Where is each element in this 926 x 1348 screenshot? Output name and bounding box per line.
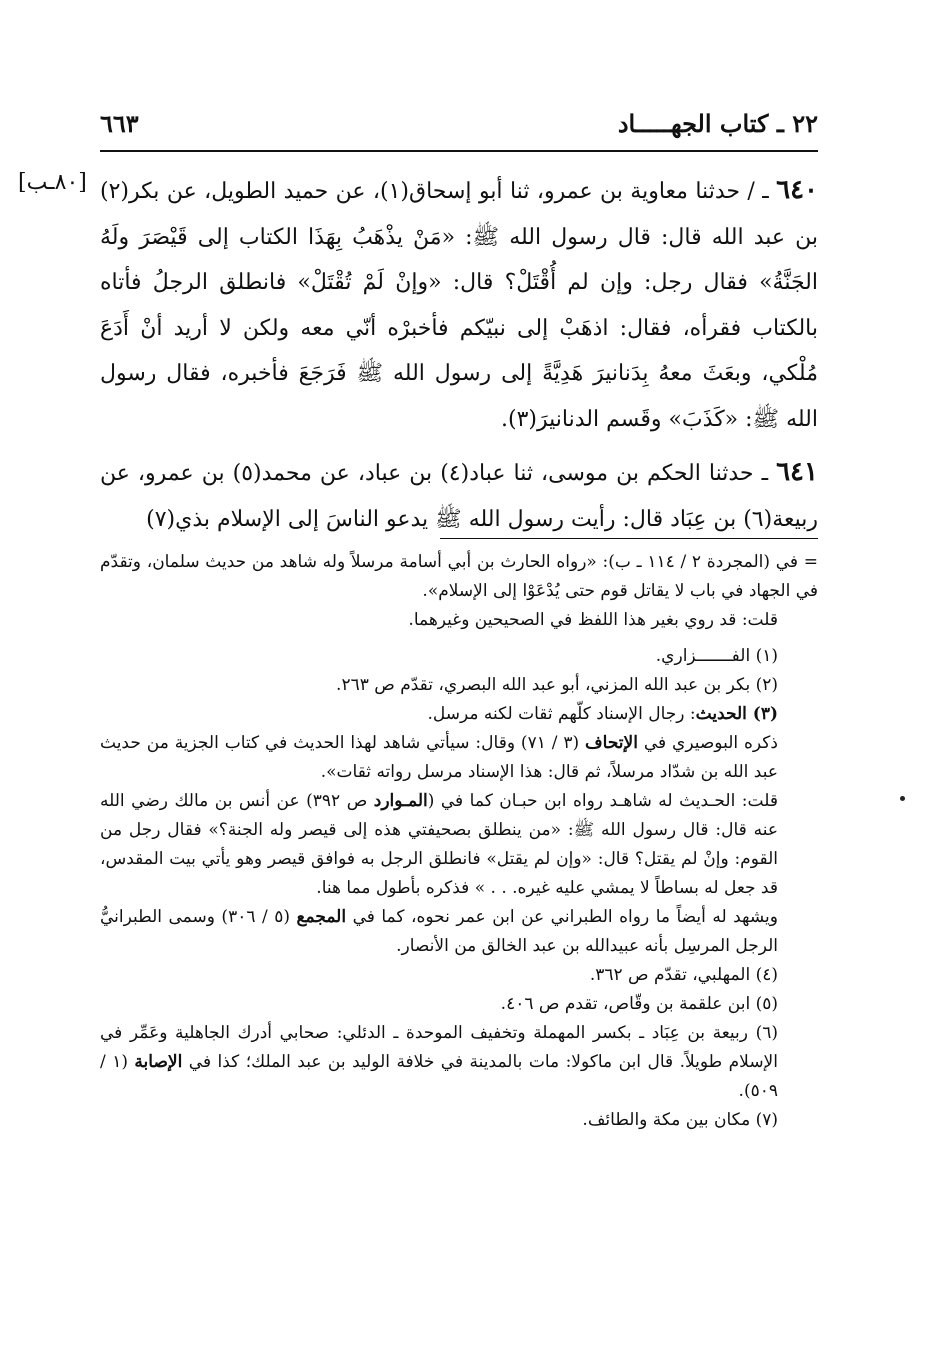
footnote-7: (٧) مكان بين مكة والطائف. — [582, 1110, 778, 1130]
footnote-3-ithaf — [100, 729, 818, 787]
footnote-6-title: الإصابة — [134, 1052, 183, 1072]
footnote-1: (١) الفـــــــزاري. — [655, 646, 778, 666]
footnote-3-mawarid-pre: قلت: الحـديث له شاهـد رواه ابن حبـان كما في ( — [427, 791, 778, 811]
footnote-6-post: (١ / ٥٠٩). — [100, 1052, 778, 1101]
footnote-3 — [100, 700, 818, 729]
footnote-5: (٥) ابن علقمة بن وقّاص، تقدم ص ٤٠٦. — [500, 994, 778, 1014]
hadith-641-number: ٦٤١ — [776, 457, 818, 487]
hadith-641-text: ـ حدثنا الحكم بن موسى، ثنا عباد(٤) بن عباد، عن محمد(٥) بن عمرو، عن ربيعة(٦) بن عِبَاد قال: رأيت رسول الله ﷺ يدعو الناسَ إلى الإسلام بذي(٧) — [100, 461, 818, 532]
footnote-3-mawarid-post: ص ٣٩٢) عن أنس بن مالك رضي الله عنه قال: قال رسول الله ﷺ: «من ينطلق بصحيفتي هذه إلى قيصر وله الجنة؟» فقال رجل من القوم: وإنْ لم يقتل؟ قال: «وإن لم يقتل» فانطلق الرجل به فوافق قيصر وهو يأتي بيت المقدس، قد جعل له بساطاً لا يمشي عليه غيره. . . » فذكره بأطول مما هنا. — [100, 791, 778, 898]
footnote-continuation-remark: قلت: قد روي بغير هذا اللفظ في الصحيحين وغيرهما. — [408, 610, 778, 630]
footnote-continuation: = في (المجردة ٢ / ١١٤ ـ ب): «رواه الحارث بن أبي أسامة مرسلاً وله شاهد من حديث سلمان، وتقدّم في الجهاد في باب لا يقاتل قوم حتى يُدْعَوْا إلى الإسلام». — [100, 552, 818, 601]
main-text — [100, 168, 818, 542]
manuscript-margin-ref: [٨٠ـب] — [18, 170, 87, 195]
page-header — [100, 98, 818, 138]
footnote-separator — [440, 538, 818, 539]
footnote-3-text: : رجال الإسناد كلّهم ثقات لكنه مرسل. — [427, 704, 696, 724]
footnote-2: (٢) بكر بن عبد الله المزني، أبو عبد الله البصري، تقدّم ص ٢٦٣. — [336, 675, 778, 695]
footnote-6-pre: (٦) ربيعة بن عِبَاد ـ بكسر المهملة وتخفيف الموحدة ـ الدئلي: صحابي أدرك الجاهلية وعَمِّر في الإسلام طويلاً. قال ابن ماكولا: مات بالمدينة في خلافة الوليد بن عبد الملك؛ كذا في — [100, 1023, 778, 1072]
footnote-4: (٤) المهلبي، تقدّم ص ٣٦٢. — [589, 965, 778, 985]
chapter-title: ٢٢ ـ كتاب الجهـــــاد — [617, 109, 818, 138]
hadith-640-text: ـ / حدثنا معاوية بن عمرو، ثنا أبو إسحاق(١)، عن حميد الطويل، عن بكر(٢) بن عبد الله قال: قال رسول الله ﷺ: «مَنْ يذْهَبُ بِهَذَا الكتاب إلى قَيْصَرَ ولَهُ الجَنَّةُ» فقال رجل: وإن لم أُقْتَلْ؟ قال: «وإنْ لَمْ تُقْتَلْ» فانطلق الرجلُ فأتاه بالكتاب فقرأه، فقال: اذهَبْ إلى نبيّكم فأخبرْه أنّي معه ولكن لا أريد أنْ أَدَعَ مُلْكي، وبعَثَ معهُ بِدَنانيرَ هَدِيَّةً إلى رسول الله ﷺ فَرَجَعَ فأخبره، فقال رسول الله ﷺ: «كَذَبَ» وقَسم الدنانيرَ(٣). — [100, 179, 818, 432]
hadith-641 — [100, 450, 818, 542]
footnote-3-majma-title: المجمع — [296, 907, 347, 927]
footnote-3-label: (٣) الحديث — [695, 704, 778, 724]
hadith-640-number: ٦٤٠ — [776, 175, 819, 205]
footnote-6 — [100, 1019, 818, 1106]
footnote-3-mawarid-title: المـوارد — [373, 791, 428, 811]
footnote-3-majma — [100, 903, 818, 961]
footnote-3-ithaf-post: (٣ / ٧١) وقال: سيأتي شاهد لهذا الحديث في كتاب الجزية من حديث عبد الله بن شدّاد مرسلاً، ثم قال: هذا الإسناد مرسل رواته ثقات». — [100, 733, 778, 782]
footnote-3-mawarid — [100, 787, 818, 903]
footnote-3-ithaf-pre: ذكره البوصيري في — [637, 733, 778, 753]
hadith-640 — [100, 168, 818, 442]
footnote-3-majma-post: (٥ / ٣٠٦) وسمى الطبرانيُّ الرجل المرسِل بأنه عبيدالله بن عبد الخالق من الأنصار. — [100, 907, 778, 956]
header-rule — [100, 150, 818, 152]
scan-speck — [900, 796, 905, 801]
page-number: ٦٦٣ — [100, 109, 139, 138]
footnote-3-ithaf-title: الإتحاف — [585, 733, 638, 753]
footnote-3-majma-pre: ويشهد له أيضاً ما رواه الطبراني عن ابن عمر نحوه، كما في — [346, 907, 778, 927]
footnotes — [100, 548, 818, 1135]
